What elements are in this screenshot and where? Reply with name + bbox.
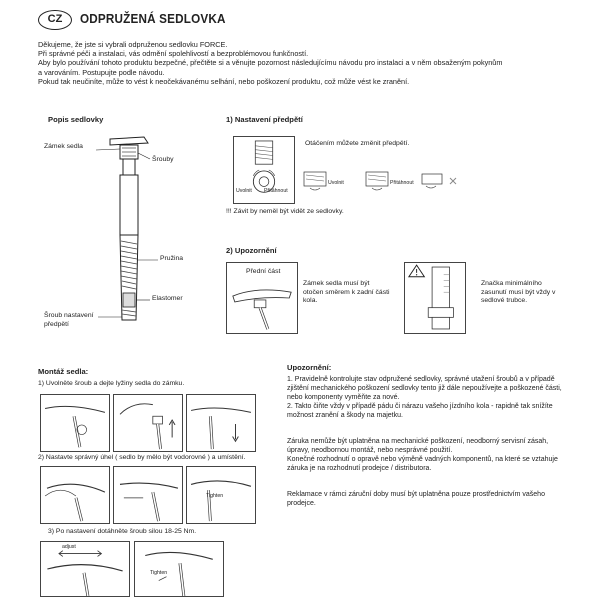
- mounting-step-2: 2) Nastavte správný úhel ( sedlo by mělo být vodorovné ) a umístění.: [38, 454, 246, 461]
- mounting-step-1: 1) Uvolněte šroub a dejte lyžiny sedla do zámku.: [38, 380, 185, 387]
- dir-less-label: Uvolnit: [236, 188, 252, 194]
- language-badge: CZ: [38, 10, 72, 30]
- step-dir-more: Přitáhnout: [390, 180, 414, 186]
- step3-image-a: [40, 541, 130, 597]
- intro-line: Pokud tak neučiníte, může to vést k neočekávanému selhání, nebo poškození produktu, což může vést ke zranění.: [38, 76, 410, 86]
- label-elastomer: Elastomer: [152, 295, 183, 302]
- step1-image-a: [40, 394, 110, 452]
- seatpost-diagram: [40, 125, 220, 335]
- min-insert-illustration: [404, 262, 466, 334]
- notes-section: [287, 363, 562, 508]
- preload-warning: !!! Závit by neměl být vidět ze sedlovky.: [226, 208, 344, 215]
- notes-paragraph: 1. Pravidelně kontrolujte stav odpružené sedlovky, správné utažení šroubů a v případě zjištění mechanického poškození sedlovky tento již dále nepoužívejte a poškozené části, nebo komponenty vyměňte za nové.: [287, 376, 562, 401]
- notes-paragraph: 2. Takto čiňte vždy v případě pádu či nárazu vašeho jízdního kola - rapidně tak snížíte možnost zranění a škody na majetku.: [287, 403, 553, 419]
- intro-text: [38, 40, 563, 86]
- notes-heading: Upozornění:: [287, 363, 332, 372]
- label-clamp: Zámek sedla: [44, 143, 83, 150]
- front-label: Přední část: [246, 268, 281, 275]
- notes-paragraph: Konečné rozhodnutí o opravě nebo výměně vadných komponentů, na které se vztahuje záruka je na rozhodnutí prodejce / distributora.: [287, 456, 558, 472]
- step-dir-less: Uvolnit: [328, 180, 344, 186]
- intro-line: Aby bylo používání tohoto produktu bezpečné, přečtěte si a věnujte pozornost následujícímu návodu pro instalaci a v něm obsaženým pokynům: [38, 58, 503, 68]
- label-preload-screw: Šroub nastavení předpětí: [44, 312, 94, 328]
- intro-line: Děkujeme, že jste si vybrali odpruženou sedlovku FORCE.: [38, 40, 228, 49]
- label-screws: Šrouby: [152, 156, 174, 163]
- page-title: ODPRUŽENÁ SEDLOVKA: [80, 11, 226, 26]
- step1-image-c: [186, 394, 256, 452]
- step2-image-b: [113, 466, 183, 524]
- notes-paragraph: Reklamace v rámci záruční doby musí být uplatněna pouze prostřednictvím vašeho prodejce.: [287, 491, 545, 507]
- description-heading: Popis sedlovky: [48, 115, 104, 124]
- tighten-label-2: Tighten: [150, 570, 168, 576]
- intro-line: a varováním. Postupujte podle návodu.: [38, 67, 165, 77]
- notes-paragraph: Záruka nemůže být uplatněna na mechanické poškození, neodborný servisní zásah, úpravy, neodbornou montáž, nebo nesprávné použití.: [287, 438, 549, 454]
- step3-image-b: [134, 541, 224, 597]
- tighten-label-1: Tighten: [206, 493, 224, 499]
- step2-image-a: [40, 466, 110, 524]
- dir-more-label: Přitáhnout: [264, 188, 288, 194]
- min-insert-text: Značka minimálního zasunutí musí být vždy v sedlové trubce.: [481, 280, 556, 305]
- intro-line: Při správné péči a instalaci, vás odmění spolehlivostí a bezproblémovou funkčností.: [38, 49, 309, 59]
- label-spring: Pružina: [160, 255, 184, 262]
- adjust-label: adjust: [62, 544, 76, 550]
- step1-image-b: [113, 394, 183, 452]
- preload-heading: 1) Nastavení předpětí: [226, 115, 303, 124]
- warning-heading: 2) Upozornění: [226, 246, 277, 255]
- clamp-orientation-text: Zámek sedla musí být otočen směrem k zadní části kola.: [303, 280, 390, 305]
- mounting-heading: Montáž sedla:: [38, 367, 89, 376]
- preload-text: Otáčením můžete změnit předpětí.: [305, 140, 410, 147]
- mounting-step-3: 3) Po nastavení dotáhněte šroub silou 18-25 Nm.: [48, 528, 197, 535]
- preload-steps-diagram: [300, 168, 460, 196]
